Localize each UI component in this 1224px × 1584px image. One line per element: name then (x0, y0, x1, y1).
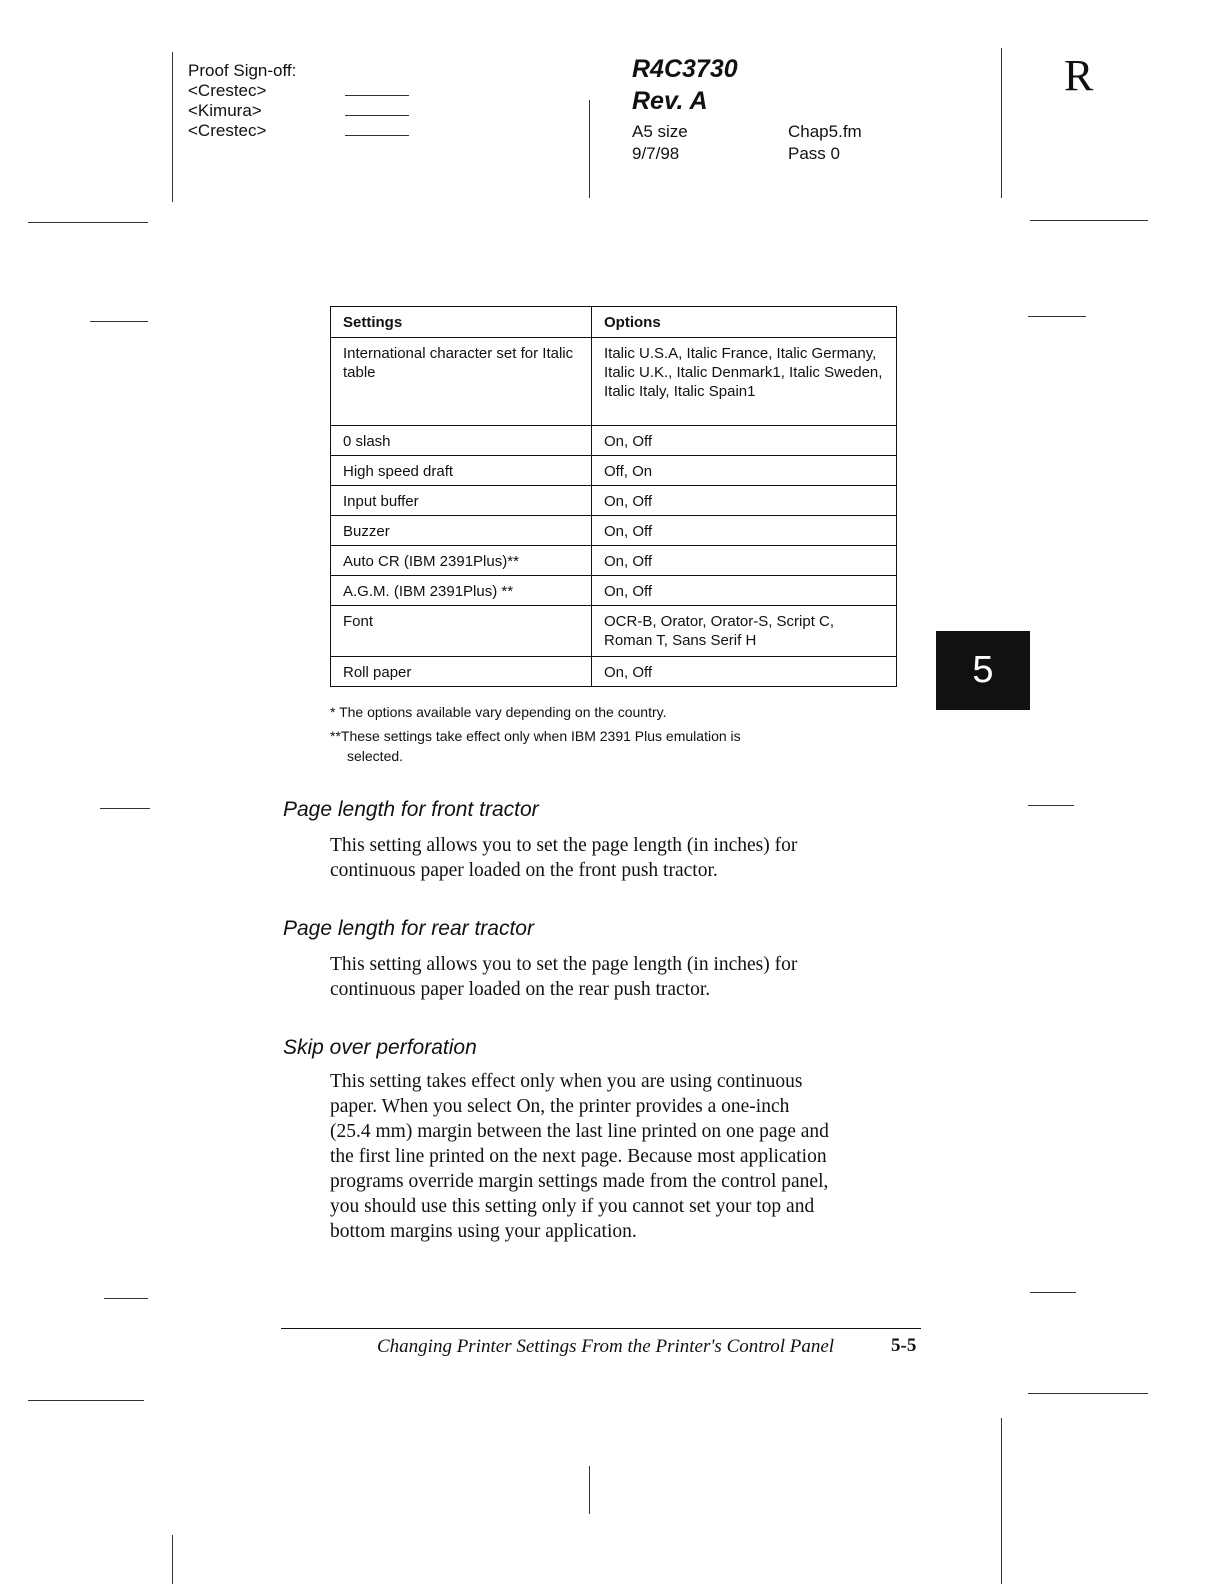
crop-mark (589, 1466, 590, 1514)
table-row (331, 456, 897, 486)
setting-cell: Input buffer (331, 486, 592, 516)
section-body-line: (25.4 mm) margin between the last line printed on one page and (330, 1121, 829, 1142)
table-footnote-2: **These settings take effect only when IBM 2391 Plus emulation is (330, 728, 741, 744)
proof-row-3: <Crestec> (188, 121, 267, 140)
crop-mark (100, 808, 150, 809)
doc-pass: Pass 0 (788, 144, 840, 163)
options-cell: OCR-B, Orator, Orator-S, Script C, Roman T, Sans Serif H (592, 606, 897, 657)
crop-mark (1028, 316, 1086, 317)
doc-size: A5 size (632, 122, 688, 141)
crop-mark (1028, 1393, 1148, 1394)
setting-cell: Roll paper (331, 657, 592, 687)
crop-mark (90, 321, 148, 322)
doc-revision: Rev. A (632, 87, 708, 115)
signoff-line-2 (345, 115, 409, 116)
table-footnote-2-cont: selected. (347, 748, 404, 764)
section-body-line: you should use this setting only if you cannot set your top and (330, 1196, 815, 1217)
crop-mark (1030, 1292, 1076, 1293)
column-header-settings: Settings (331, 307, 592, 338)
table-header-row (331, 307, 897, 338)
section-title-front-tractor: Page length for front tractor (283, 798, 539, 821)
crop-mark (104, 1298, 148, 1299)
footer-rule (281, 1328, 921, 1329)
table-footnote-1: * The options available vary depending on the country. (330, 704, 667, 720)
page-number: 5-5 (891, 1335, 917, 1356)
setting-cell: High speed draft (331, 456, 592, 486)
options-cell: Italic U.S.A, Italic France, Italic Germany, Italic U.K., Italic Denmark1, Italic Sweden, Italic Italy, Italic Spain1 (592, 338, 897, 426)
section-body-line: paper. When you select On, the printer provides a one-inch (330, 1096, 790, 1117)
column-header-options: Options (592, 307, 897, 338)
section-title-skip-perforation: Skip over perforation (283, 1036, 477, 1059)
signoff-line-3 (345, 135, 409, 136)
section-body-line: continuous paper loaded on the front push tractor. (330, 860, 718, 881)
section-title-rear-tractor: Page length for rear tractor (283, 917, 534, 940)
options-cell: Off, On (592, 456, 897, 486)
footer-title: Changing Printer Settings From the Printer's Control Panel (377, 1336, 835, 1357)
setting-cell: 0 slash (331, 426, 592, 456)
chapter-tab: 5 (936, 631, 1030, 710)
crop-mark (1001, 1418, 1002, 1584)
table-row (331, 606, 897, 657)
proof-signoff-label: Proof Sign-off: (188, 61, 297, 80)
right-header-line (1001, 48, 1002, 198)
settings-table (330, 306, 897, 687)
options-cell: On, Off (592, 426, 897, 456)
section-body-line: This setting allows you to set the page length (in inches) for (330, 835, 798, 856)
signoff-line-1 (345, 95, 409, 96)
section-body-line: continuous paper loaded on the rear push tractor. (330, 979, 711, 1000)
table-row (331, 657, 897, 687)
section-body-line: This setting allows you to set the page length (in inches) for (330, 954, 798, 975)
setting-cell: International character set for Italic table (331, 338, 592, 426)
section-body-line: This setting takes effect only when you are using continuous (330, 1071, 803, 1092)
options-cell: On, Off (592, 576, 897, 606)
proof-row-1: <Crestec> (188, 81, 267, 100)
options-cell: On, Off (592, 486, 897, 516)
section-body-line: programs override margin settings made from the control panel, (330, 1171, 829, 1192)
options-cell: On, Off (592, 516, 897, 546)
setting-cell: Buzzer (331, 516, 592, 546)
setting-cell: Auto CR (IBM 2391Plus)** (331, 546, 592, 576)
doc-file: Chap5.fm (788, 122, 862, 141)
table-row (331, 338, 897, 426)
table-row (331, 486, 897, 516)
crop-mark (1028, 805, 1074, 806)
options-cell: On, Off (592, 657, 897, 687)
options-cell: On, Off (592, 546, 897, 576)
setting-cell: A.G.M. (IBM 2391Plus) ** (331, 576, 592, 606)
table-row (331, 426, 897, 456)
crop-mark (1030, 220, 1148, 221)
setting-cell: Font (331, 606, 592, 657)
doc-code: R4C3730 (632, 55, 738, 83)
crop-mark (28, 222, 148, 223)
section-body-line: the first line printed on the next page. Because most application (330, 1146, 827, 1167)
doc-date: 9/7/98 (632, 144, 680, 163)
table-row (331, 516, 897, 546)
crop-mark (28, 1400, 144, 1401)
header-divider (589, 100, 590, 198)
corner-letter: R (1064, 51, 1094, 100)
table-row (331, 546, 897, 576)
section-body-line: bottom margins using your application. (330, 1221, 637, 1242)
proof-row-2: <Kimura> (188, 101, 262, 120)
crop-mark (172, 1535, 173, 1584)
proof-margin-line (172, 52, 173, 202)
table-row (331, 576, 897, 606)
